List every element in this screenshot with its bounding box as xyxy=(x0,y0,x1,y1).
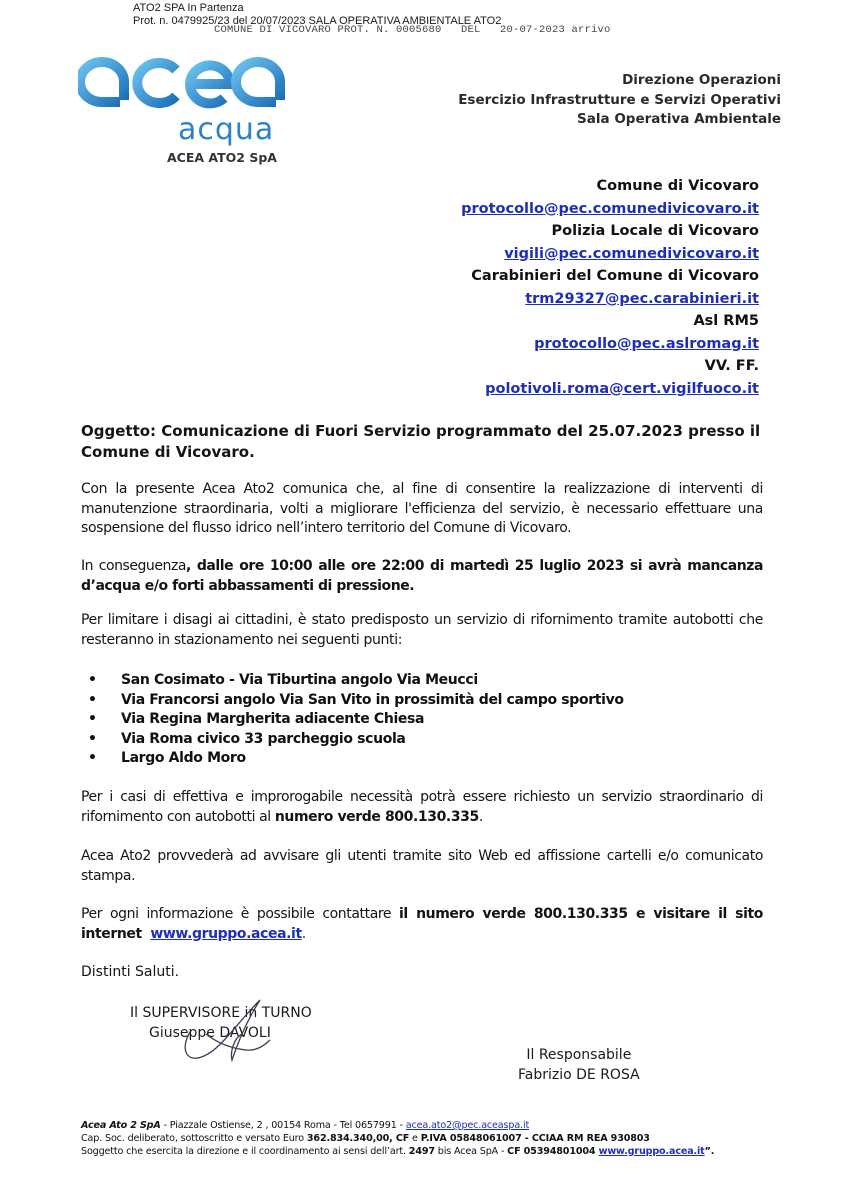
protocol-stamp-outgoing: ATO2 SPA In Partenza xyxy=(133,2,244,14)
recipient-email-link[interactable]: protocollo@pec.comunedivicovaro.it xyxy=(461,200,759,217)
department-line-1: Direzione Operazioni xyxy=(622,72,781,88)
handwritten-signature-icon xyxy=(176,994,276,1066)
recipients-block xyxy=(461,175,759,400)
paragraph-tankers: Per limitare i disagi ai cittadini, è stato predisposto un servizio di rifornimento tramite autobotti che resteranno in stazionamento nei seguenti punti: xyxy=(81,612,763,648)
paragraph-emergency: Per i casi di effettiva e improrogabile necessità potrà essere richiesto un servizio straordinario di rifornimento con autobotti al numero verde 800.130.335. xyxy=(81,789,763,825)
recipient-name: Carabinieri del Comune di Vicovaro xyxy=(471,268,759,284)
acea-acqua-logo xyxy=(78,56,288,146)
department-header xyxy=(458,71,781,130)
supervisor-title: Il SUPERVISORE in TURNO xyxy=(130,1005,312,1021)
recipient-email-link[interactable]: protocollo@pec.aslromag.it xyxy=(534,335,759,352)
footer-line-2: Cap. Soc. deliberato, sottoscritto e versato Euro 362.834.340,00, CF e P.IVA 05848061007 - CCIAA RM REA 930803 xyxy=(81,1133,650,1144)
manager-signature-block xyxy=(518,1046,640,1085)
paragraph-outage-time xyxy=(81,557,763,596)
recipient-email-link[interactable]: polotivoli.roma@cert.vigilfuoco.it xyxy=(485,380,759,397)
department-line-3: Sala Operativa Ambientale xyxy=(577,111,781,127)
letter-footer xyxy=(81,1119,714,1158)
protocol-stamp-number: Prot. n. 0479925/23 del 20/07/2023 SALA OPERATIVA AMBIENTALE ATO2 xyxy=(133,15,502,27)
recipient-email-link[interactable]: vigili@pec.comunedivicovaro.it xyxy=(504,245,759,262)
paragraph-notice: Acea Ato2 provvederà ad avvisare gli utenti tramite sito Web ed affissione cartelli e/o comunicato stampa. xyxy=(81,848,763,884)
department-line-2: Esercizio Infrastrutture e Servizi Operativi xyxy=(458,91,781,108)
list-item: • Largo Aldo Moro xyxy=(88,749,624,769)
recipient-name: Asl RM5 xyxy=(693,313,759,329)
toll-free-number: numero verde 800.130.335 xyxy=(274,808,479,825)
recipient-name: Polizia Locale di Vicovaro xyxy=(551,223,759,239)
paragraph-info: Per ogni informazione è possibile contattare il numero verde 800.130.335 e visitare il sito internet www.gruppo.acea.it. xyxy=(81,906,763,942)
closing-salutation: Distinti Saluti. xyxy=(81,964,180,980)
protocol-stamp-incoming: COMUNE DI VICOVARO PROT. N. 0005680 DEL 20-07-2023 arrivo xyxy=(214,24,611,36)
manager-name: Fabrizio DE ROSA xyxy=(518,1066,640,1083)
footer-line-3: Soggetto che esercita la direzione e il coordinamento ai sensi dell’art. 2497 bis Acea SpA - CF 05394801004 www.gruppo.acea.it”. xyxy=(81,1146,715,1157)
letter-subject: Oggetto: Comunicazione di Fuori Servizio programmato del 25.07.2023 presso il Comune di Vicovaro. xyxy=(81,422,761,461)
paragraph-intro: Con la presente Acea Ato2 comunica che, al fine di consentire la realizzazione di interventi di manutenzione straordinaria, volti a migliorare l'efficienza del servizio, è necessario effettuare una sospensione del flusso idrico nell’intero territorio del Comune di Vicovaro. xyxy=(81,481,763,536)
supervisor-name: Giuseppe DAVOLI xyxy=(149,1024,271,1041)
footer-email-link[interactable]: acea.ato2@pec.aceaspa.it xyxy=(405,1120,530,1131)
company-name: ACEA ATO2 SpA xyxy=(167,150,277,165)
outage-time-bold: , dalle ore 10:00 alle ore 22:00 di martedì 25 luglio 2023 si avrà mancanza d’acqua e/o forti abbassamenti di pressione. xyxy=(81,558,763,594)
website-link[interactable]: www.gruppo.acea.it xyxy=(150,925,302,942)
list-item: • Via Francorsi angolo Via San Vito in prossimità del campo sportivo xyxy=(88,691,624,711)
svg-text:acqua: acqua xyxy=(178,112,275,146)
bullet-icon: • xyxy=(88,750,97,766)
recipient-name: VV. FF. xyxy=(704,358,759,374)
footer-website-link[interactable]: www.gruppo.acea.it xyxy=(598,1146,705,1157)
list-item: • San Cosimato - Via Tiburtina angolo Via Meucci xyxy=(88,671,624,691)
manager-title: Il Responsabile xyxy=(526,1047,632,1063)
recipient-email-link[interactable]: trm29327@pec.carabinieri.it xyxy=(525,290,759,307)
bullet-icon: • xyxy=(88,691,97,708)
recipient-name: Comune di Vicovaro xyxy=(596,178,759,194)
bullet-icon: • xyxy=(88,711,97,727)
bullet-icon: • xyxy=(88,730,97,747)
tanker-locations-list xyxy=(88,671,624,769)
list-item: • Via Roma civico 33 parcheggio scuola xyxy=(88,730,624,750)
bullet-icon: • xyxy=(88,672,97,688)
list-item: • Via Regina Margherita adiacente Chiesa xyxy=(88,710,624,730)
footer-line-1: Acea Ato 2 SpA - Piazzale Ostiense, 2 , 00154 Roma - Tel 0657991 - acea.ato2@pec.aceaspa.it xyxy=(81,1120,530,1131)
outage-lead-text: In conseguenza xyxy=(81,558,186,574)
